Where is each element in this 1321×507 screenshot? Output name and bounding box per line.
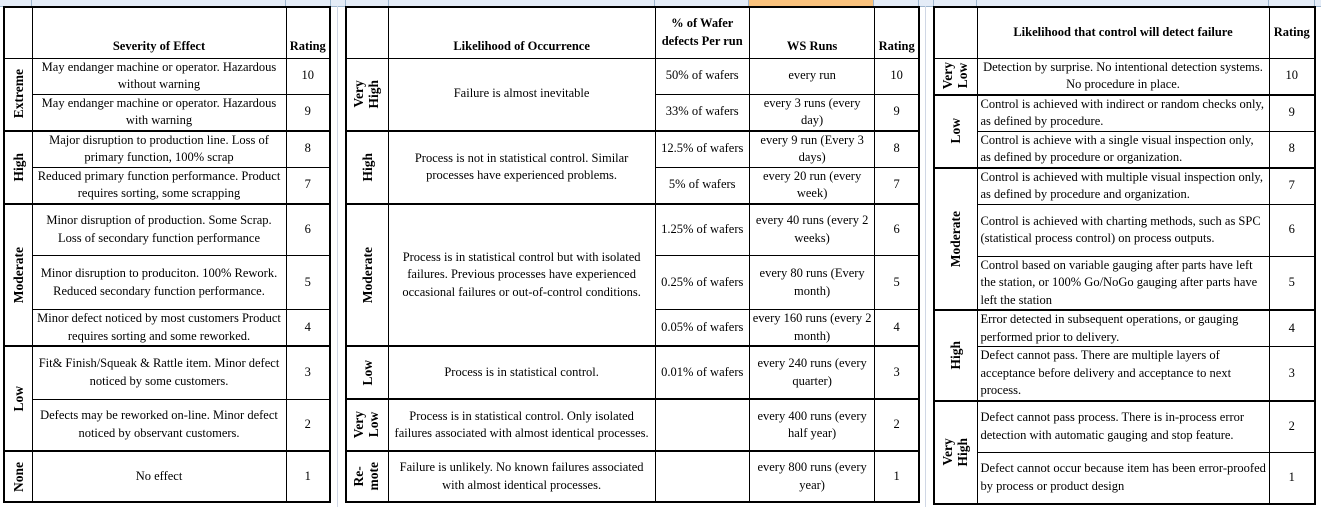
- pct-cell: 5% of wafers: [655, 167, 749, 204]
- severity-rating: 9: [286, 94, 330, 131]
- detection-desc: Detection by surprise. No intentional detection systems. No procedure in place.: [977, 58, 1269, 95]
- occurrence-rating: 2: [875, 399, 919, 451]
- occurrence-cat-high: High: [346, 131, 388, 204]
- occurrence-rating: 1: [875, 451, 919, 502]
- detection-rating: 1: [1269, 453, 1315, 504]
- detection-header: Likelihood that control will detect failure: [977, 7, 1269, 58]
- severity-desc: No effect: [32, 451, 286, 502]
- detection-desc: Defect cannot occur because item has been error-proofed by process or product design: [977, 453, 1269, 504]
- severity-table: [3, 6, 331, 503]
- occurrence-rating: 8: [875, 131, 919, 168]
- occurrence-rating-header: Rating: [875, 7, 919, 58]
- ws-cell: every 9 run (Every 3 days): [749, 131, 874, 168]
- detection-rating: 9: [1269, 95, 1315, 132]
- detection-desc: Control is achieved with charting methods, such as SPC (statistical process control) on process outputs.: [977, 204, 1269, 256]
- detection-cat-high: High: [934, 310, 977, 401]
- occurrence-cat-very-low: Very Low: [346, 399, 388, 451]
- occurrence-rating: 3: [875, 346, 919, 399]
- ws-cell: every 3 runs (every day): [749, 94, 874, 131]
- pct-cell: 0.05% of wafers: [655, 310, 749, 347]
- detection-rating: 5: [1269, 256, 1315, 310]
- detection-cat-very-low: Very Low: [934, 58, 977, 95]
- occurrence-desc: Process is in statistical control. Only isolated failures associated with almost identical processes.: [388, 399, 655, 451]
- detection-rating: 7: [1269, 168, 1315, 205]
- ws-cell: every run: [749, 58, 874, 94]
- occurrence-desc: Process is in statistical control but with isolated failures. Previous processes have experienced occasional failures or out-of-control conditions.: [388, 204, 655, 347]
- severity-rating: 7: [286, 167, 330, 204]
- severity-desc: May endanger machine or operator. Hazardous without warning: [32, 58, 286, 94]
- occurrence-rating: 4: [875, 310, 919, 347]
- severity-desc: Reduced primary function performance. Product requires sorting, some scrapping: [32, 167, 286, 204]
- detection-cat-moderate: Moderate: [934, 168, 977, 311]
- detection-desc: Control is achieved with indirect or random checks only, as defined by procedure.: [977, 95, 1269, 132]
- detection-cat-low: Low: [934, 95, 977, 168]
- occurrence-cat-remote: Re- mote: [346, 451, 388, 502]
- detection-cat-very-high: Very High: [934, 401, 977, 504]
- detection-desc: Defect cannot pass process. There is in-process error detection with automatic gauging and stop feature.: [977, 401, 1269, 453]
- detection-rating: 2: [1269, 401, 1315, 453]
- severity-cat-high: High: [4, 131, 32, 204]
- occurrence-desc: Process is not in statistical control. Similar processes have experienced problems.: [388, 131, 655, 204]
- detection-table: [933, 6, 1316, 505]
- occurrence-desc: Failure is almost inevitable: [388, 58, 655, 131]
- detection-rating: 8: [1269, 131, 1315, 168]
- detection-rating: 4: [1269, 310, 1315, 347]
- pct-cell: 1.25% of wafers: [655, 204, 749, 256]
- pct-cell: 50% of wafers: [655, 58, 749, 94]
- detection-desc: Control based on variable gauging after parts have left the station, or 100% Go/NoGo gauging after parts have left the station: [977, 256, 1269, 310]
- pct-cell: [655, 399, 749, 451]
- ws-cell: every 160 runs (every 2 month): [749, 310, 874, 347]
- detection-desc: Defect cannot pass. There are multiple layers of acceptance before delivery and acceptance to next process.: [977, 347, 1269, 401]
- severity-desc: Minor defect noticed by most customers Product requires sorting and some reworked.: [32, 310, 286, 347]
- occurrence-rating: 7: [875, 167, 919, 204]
- ws-cell: every 240 runs (every quarter): [749, 346, 874, 399]
- severity-rating: 10: [286, 58, 330, 94]
- occurrence-table: [345, 6, 920, 503]
- severity-header: Severity of Effect: [32, 7, 286, 58]
- severity-cat-none: None: [4, 451, 32, 502]
- occurrence-cat-low: Low: [346, 346, 388, 399]
- detection-desc: Control is achieve with a single visual inspection only, as defined by procedure or organization.: [977, 131, 1269, 168]
- ws-cell: every 800 runs (every year): [749, 451, 874, 502]
- severity-desc: Minor disruption of production. Some Scrap. Loss of secondary function performance: [32, 204, 286, 256]
- occurrence-cat-moderate: Moderate: [346, 204, 388, 347]
- severity-desc: Major disruption to production line. Loss of primary function, 100% scrap: [32, 131, 286, 168]
- severity-rating: 2: [286, 399, 330, 451]
- severity-desc: Fit& Finish/Squeak & Rattle item. Minor defect noticed by some customers.: [32, 346, 286, 399]
- detection-rating: 10: [1269, 58, 1315, 95]
- occurrence-cat-very-high: Very High: [346, 58, 388, 131]
- detection-rating-header: Rating: [1269, 7, 1315, 58]
- severity-rating: 5: [286, 256, 330, 310]
- ws-cell: every 20 run (every week): [749, 167, 874, 204]
- severity-rating: 1: [286, 451, 330, 502]
- severity-rating: 6: [286, 204, 330, 256]
- occurrence-desc: Process is in statistical control.: [388, 346, 655, 399]
- severity-cat-moderate: Moderate: [4, 204, 32, 347]
- detection-rating: 3: [1269, 347, 1315, 401]
- occurrence-rating: 10: [875, 58, 919, 94]
- pct-cell: [655, 451, 749, 502]
- pct-header: % of Wafer defects Per run: [655, 7, 749, 58]
- pct-cell: 0.25% of wafers: [655, 256, 749, 310]
- detection-rating: 6: [1269, 204, 1315, 256]
- detection-desc: Error detected in subsequent operations, or gauging performed prior to delivery.: [977, 310, 1269, 347]
- severity-cat-extreme: Extreme: [4, 58, 32, 131]
- pct-cell: 33% of wafers: [655, 94, 749, 131]
- detection-desc: Control is achieved with multiple visual inspection only, as defined by procedure and organization.: [977, 168, 1269, 205]
- pct-cell: 12.5% of wafers: [655, 131, 749, 168]
- severity-desc: Defects may be reworked on-line. Minor defect noticed by observant customers.: [32, 399, 286, 451]
- severity-cat-low: Low: [4, 346, 32, 451]
- severity-rating: 8: [286, 131, 330, 168]
- severity-desc: Minor disruption to produciton. 100% Rework. Reduced secondary function performance.: [32, 256, 286, 310]
- ws-cell: every 80 runs (Every month): [749, 256, 874, 310]
- occurrence-rating: 5: [875, 256, 919, 310]
- occurrence-rating: 9: [875, 94, 919, 131]
- ws-header: WS Runs: [749, 7, 874, 58]
- pct-cell: 0.01% of wafers: [655, 346, 749, 399]
- ws-cell: every 400 runs (every half year): [749, 399, 874, 451]
- occurrence-header: Likelihood of Occurrence: [388, 7, 655, 58]
- occurrence-rating: 6: [875, 204, 919, 256]
- severity-rating: 4: [286, 310, 330, 347]
- ws-cell: every 40 runs (every 2 weeks): [749, 204, 874, 256]
- severity-rating-header: Rating: [286, 7, 330, 58]
- severity-desc: May endanger machine or operator. Hazardous with warning: [32, 94, 286, 131]
- occurrence-desc: Failure is unlikely. No known failures associated with almost identical processes.: [388, 451, 655, 502]
- severity-rating: 3: [286, 346, 330, 399]
